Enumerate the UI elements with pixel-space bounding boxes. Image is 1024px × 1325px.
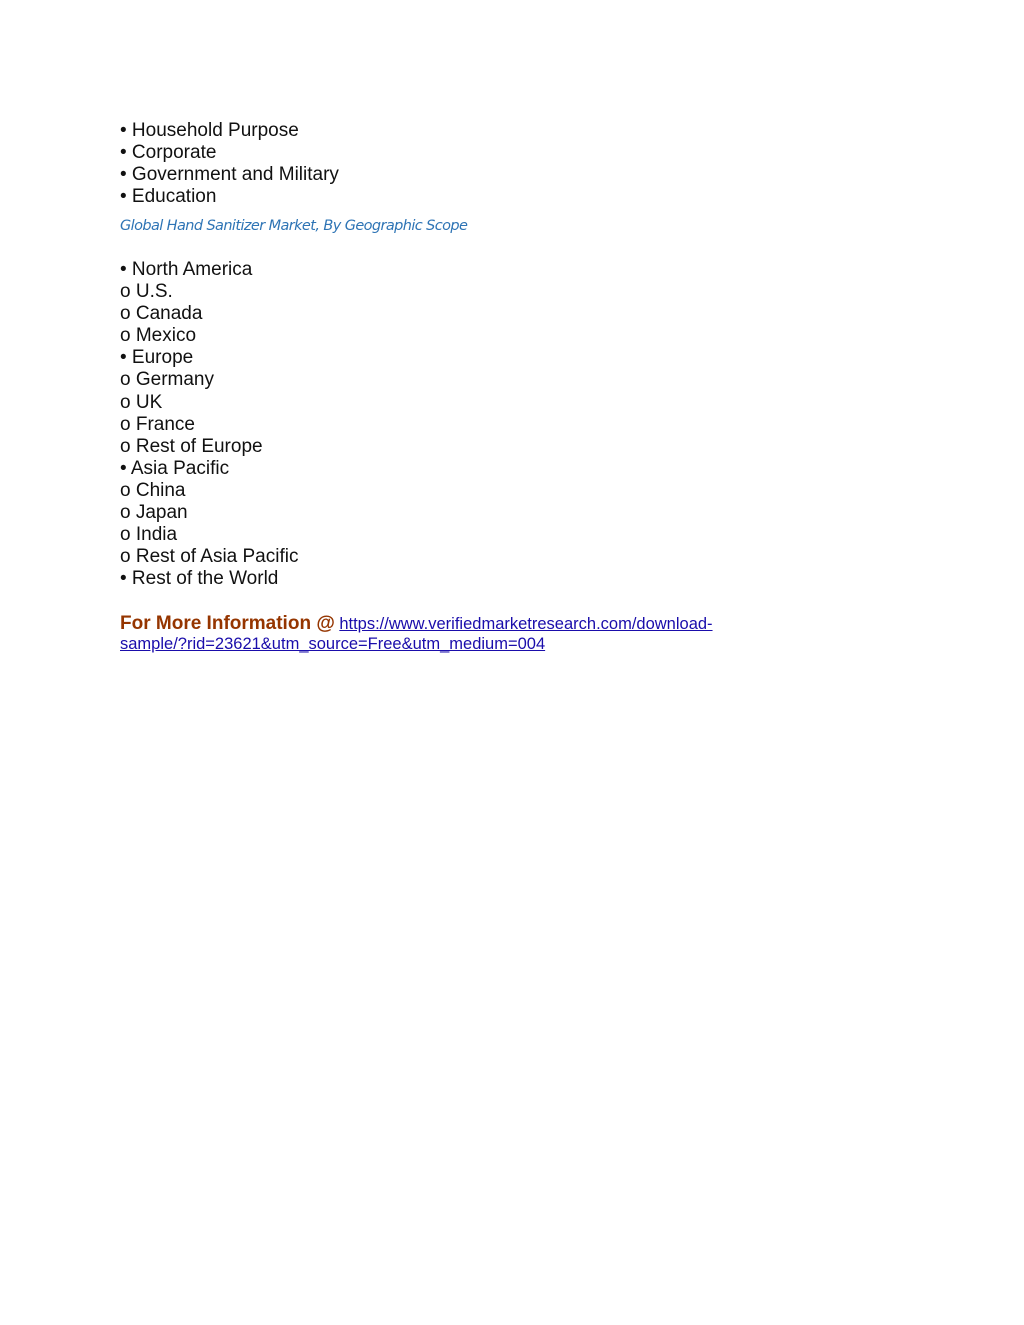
list-item: o Japan [120,502,188,524]
list-item: • Corporate [120,142,217,164]
list-item: o Germany [120,369,214,391]
list-item: • Asia Pacific [120,457,230,479]
list-item: • Household Purpose [120,120,299,141]
list-item: o India [120,524,178,546]
list-item: • Education [120,186,217,208]
list-item: o Canada [120,303,203,325]
download-sample-link-continued[interactable]: sample/?rid=23621&utm_source=Free&utm_medium=004 [120,635,546,653]
geographic-scope-heading: Global Hand Sanitizer Market, By Geographic Scope [120,218,468,234]
list-item: o U.S. [120,281,173,303]
list-item: • Rest of the World [120,568,279,590]
region-list [120,259,298,590]
list-item: • Europe [120,347,194,369]
list-item: o Rest of Asia Pacific [120,546,299,568]
more-information [120,613,820,655]
list-item: o China [120,479,186,501]
list-item: • North America [120,259,253,280]
application-list [120,120,339,208]
download-sample-link[interactable]: https://www.verifiedmarketresearch.com/download- [339,615,713,633]
list-item: o Mexico [120,325,197,347]
list-item: • Government and Military [120,164,339,186]
list-item: o France [120,413,195,435]
list-item: o Rest of Europe [120,435,263,457]
list-item: o UK [120,391,163,413]
more-info-label: For More Information @ [120,613,335,634]
